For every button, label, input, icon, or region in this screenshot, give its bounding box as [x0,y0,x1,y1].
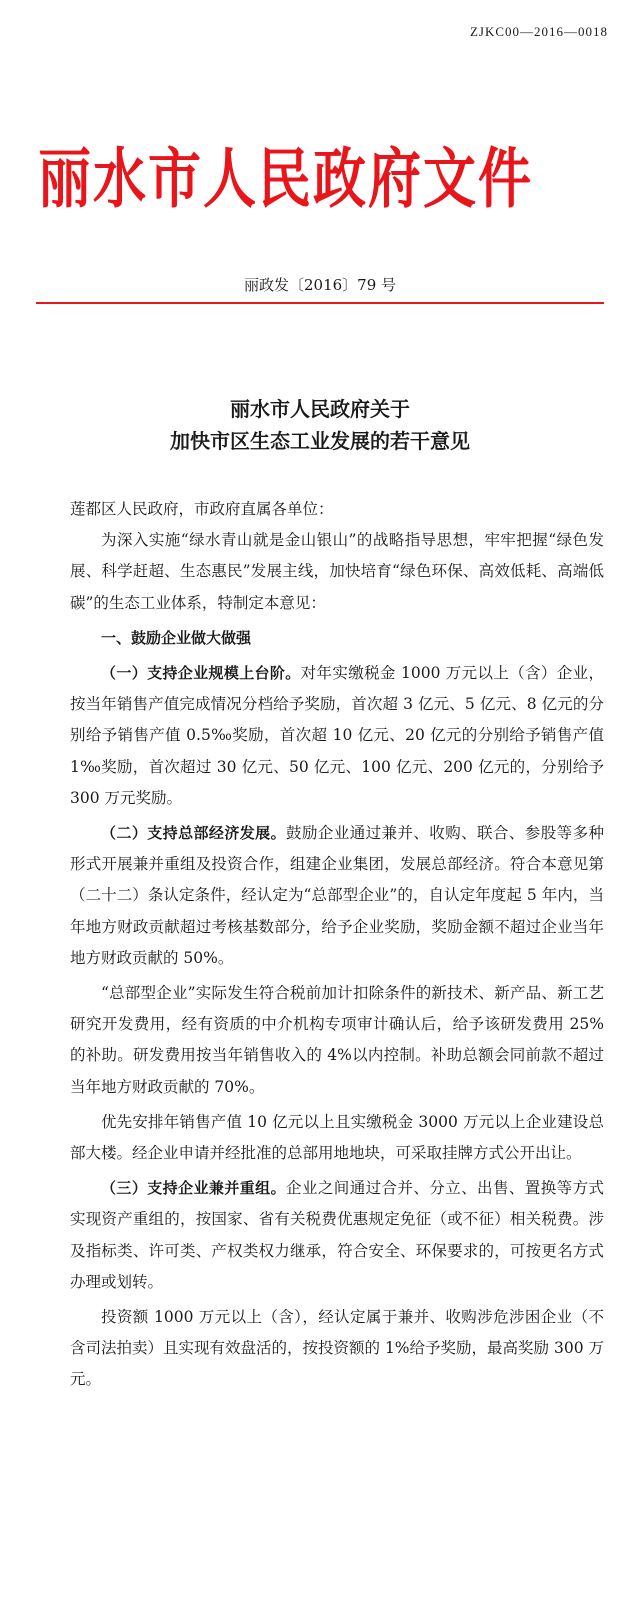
item-3-text: 企业之间通过合并、分立、出售、置换等方式实现资产重组的，按国家、省有关税费优惠规定免征（或不征）相关税费。涉及指标类、许可类、产权类权力继承，符合安全、环保要求的，可按更名方式办理或划转。 [70,1179,604,1291]
item-3-paragraph [70,1173,604,1298]
item-3-lead: （三）支持企业兼并重组。 [101,1179,287,1198]
document-body [70,494,604,1396]
title-line-1: 丽水市人民政府关于 [230,397,410,421]
intro-paragraph: 为深入实施“绿水青山就是金山银山”的战略指导思想，牢牢把握“绿色发展、科学赶超、生态惠民”发展主线，加快培育“绿色环保、高效低耗、高端低碳”的生态工业体系，特制定本意见： [70,531,604,612]
document-code: ZJKC00—2016—0018 [469,24,608,39]
item-1-paragraph [70,658,604,814]
issuer-title: 丽水市人民政府文件 [38,142,533,218]
section-heading: 一、鼓励企业做大做强 [101,628,252,647]
red-divider [36,302,604,304]
item-2-paragraph [70,818,604,974]
item-2-paragraph-2: “总部型企业”实际发生符合税前加计扣除条件的新技术、新产品、新工艺研究开发费用，经有资质的中介机构专项审计确认后，给予该研发费用 25%的补助。研发费用按当年销售收入的 4%以内控制。补助总额会同前款不超过当年地方财政贡献的 70%。 [70,984,604,1096]
item-2-paragraph-3: 优先安排年销售产值 10 亿元以上且实缴税金 3000 万元以上企业建设总部大楼。经企业申请并经批准的总部用地地块，可采取挂牌方式公开出让。 [70,1112,604,1163]
addressee: 莲都区人民政府，市政府直属各单位： [70,500,334,518]
item-1-text: 对年实缴税金 1000 万元以上（含）企业，按当年销售产值完成情况分档给予奖励，首次超 3 亿元、5 亿元、8 亿元的分别给予销售产值 0.5‰奖励，首次超 10 亿元、20 亿元的分别给予销售产值 1‰奖励，首次超过 30 亿元、50 亿元、100 亿元、200 亿元的，分别给予 300 万元奖励。 [70,664,604,807]
item-1-lead: （一）支持企业规模上台阶。 [101,664,301,683]
title-line-2: 加快市区生态工业发展的若干意见 [170,429,470,453]
document-number: 丽政发〔2016〕79 号 [243,276,397,294]
item-3-paragraph-2: 投资额 1000 万元以上（含），经认定属于兼并、收购涉危涉困企业（不含司法拍卖）且实现有效盘活的，按投资额的 1%给予奖励，最高奖励 300 万元。 [70,1308,604,1389]
item-2-text: 鼓励企业通过兼并、收购、联合、参股等多种形式开展兼并重组及投资合作，组建企业集团，发展总部经济。符合本意见第（二十二）条认定条件，经认定为“总部型企业”的，自认定年度起 5 年内，当年地方财政贡献超过考核基数部分，给予企业奖励，奖励金额不超过企业当年地方财政贡献的 50%。 [70,824,604,967]
item-2-lead: （二）支持总部经济发展。 [101,824,287,843]
